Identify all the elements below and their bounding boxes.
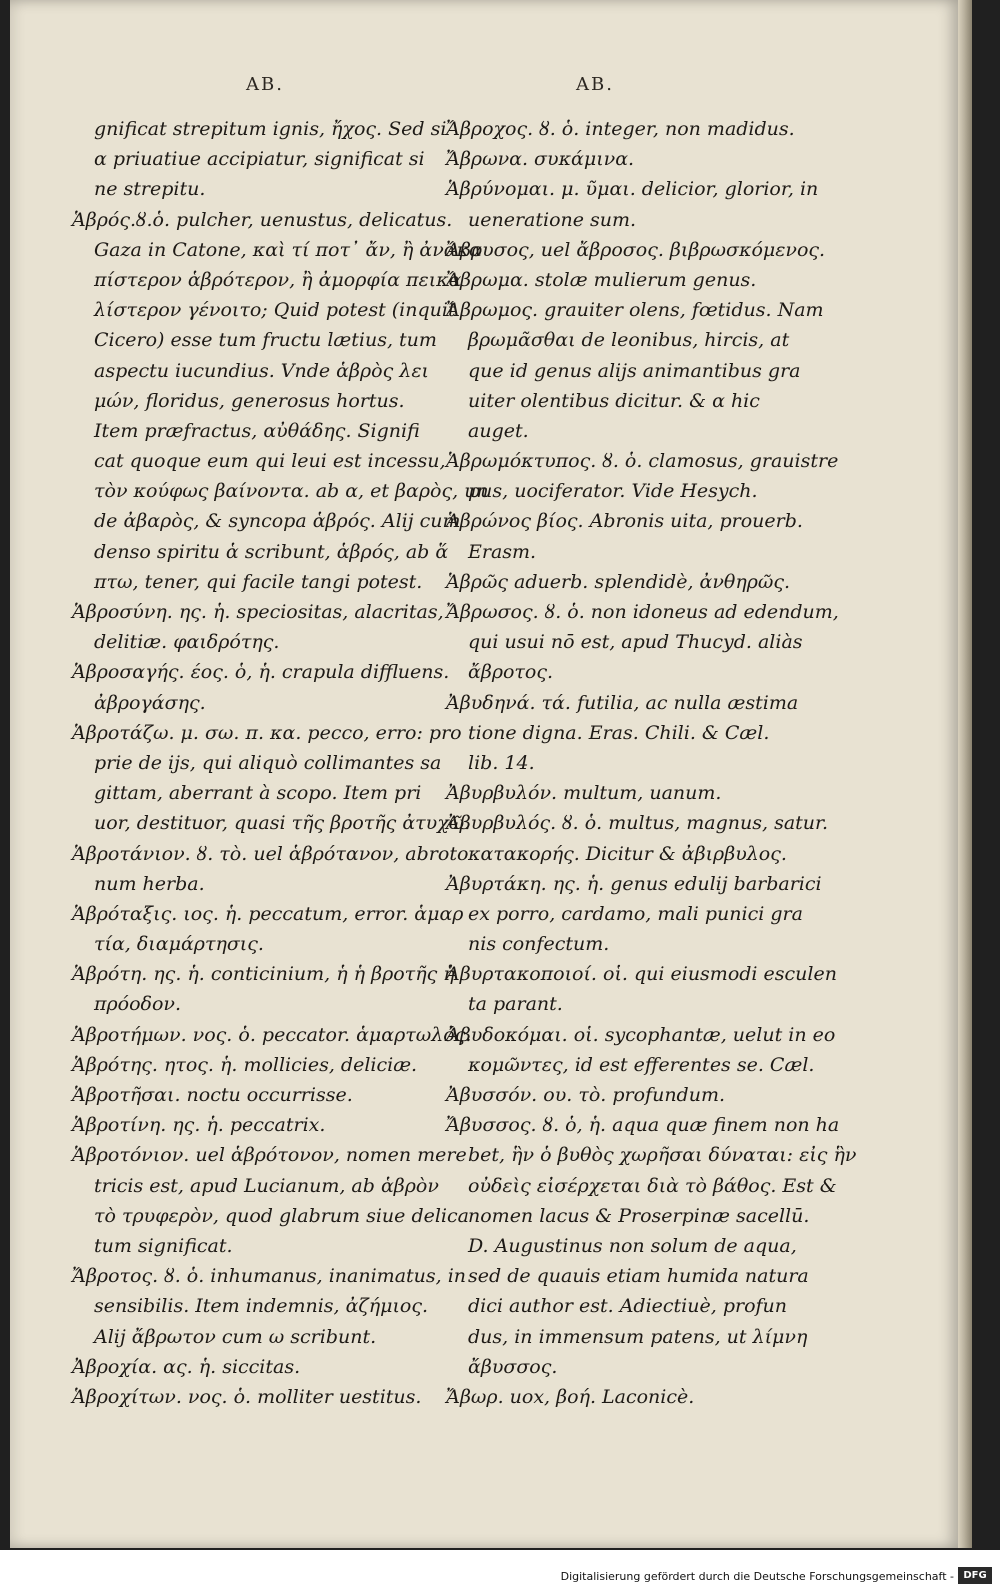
dictionary-entry-line: Ἄβροτος. ȣ. ὁ. inhumanus, inanimatus, in [72,1265,467,1288]
entry-continuation-line: num herba. [94,872,205,895]
entry-continuation-line: ne strepitu. [94,178,206,201]
entry-continuation-line: α priuatiue accipiatur, significat si [94,148,425,171]
entry-continuation-line: τία, διαμάρτησις. [94,933,264,956]
entry-continuation-line: dici author est. Adiectiuè, profun [468,1295,788,1318]
entry-continuation-line: ἀβρογάσης. [94,691,206,714]
dictionary-entry-line: Ἄβρωνα. συκάμινα. [446,148,635,171]
entry-continuation-line: Item præfractus, αὐθάδης. Signifi [94,419,420,442]
entry-continuation-line: prie de ijs, qui aliquò collimantes sa [94,751,442,774]
entry-continuation-line: que id genus alijs animantibus gra [468,359,801,382]
entry-continuation-line: lib. 14. [468,751,535,774]
dictionary-entry-line: Ἁβρῶς aduerb. splendidè, ἀνθηρῶς. [446,570,791,593]
page-edge [958,0,972,1548]
dictionary-entry-line: Ἁβροτῆσαι. noctu occurrisse. [72,1084,353,1106]
entry-continuation-line: de ἀβαρὸς, & syncopa ἁβρός. Alij cum [94,510,461,533]
dictionary-entry-line: Ἀβυρτάκη. ης. ἡ. genus edulij barbarici [446,872,822,895]
entry-continuation-line: pus, uociferator. Vide Hesych. [468,480,758,503]
entry-continuation-line: Gaza in Catone, καὶ τί ποτ᾽ ἄν, ἢ ἀνακα [94,238,482,261]
entry-continuation-line: tricis est, apud Lucianum, ab ἁβρὸν [94,1174,439,1197]
dictionary-entry-line: Ἁβρός.ȣ.ὁ. pulcher, uenustus, delicatus. [72,208,453,231]
dictionary-entry-line: Ἁβροχίτων. νος. ὁ. molliter uestitus. [72,1385,422,1408]
entry-continuation-line: denso spiritu ἁ scribunt, ἁβρός, ab ἅ [94,540,449,563]
entry-continuation-line: ta parant. [468,993,563,1016]
dictionary-entry-line: Ἀβυσσόν. ου. τὸ. profundum. [446,1084,726,1106]
entry-continuation-line: πίστερον ἁβρότερον, ἢ ἀμορφία πεικα [94,268,462,291]
entry-continuation-line: qui usui nō est, apud Thucyd. aliàs [468,631,803,654]
entry-continuation-line: sensibilis. Item indemnis, ἀζήμιος. [94,1295,429,1318]
running-header-left: AB. [246,74,284,95]
dictionary-entry-line: Ἄβρωμα. stolæ mulierum genus. [446,268,757,291]
entry-continuation-line: cat quoque eum qui leui est incessu, [94,450,446,473]
entry-continuation-line: sed de quauis etiam humida natura [468,1265,809,1288]
dictionary-entry-line: Ἄβροχος. ȣ. ὁ. integer, non madidus. [446,118,795,140]
entry-continuation-line: ἄβυσσος. [468,1355,558,1378]
dictionary-entry-line: Ἁβρώνος βίος. Abronis uita, prouerb. [446,510,803,533]
dictionary-entry-line: Ἁβροτήμων. νος. ὁ. peccator. ἁμαρτωλός. [72,1023,472,1046]
dictionary-entry-line: Ἁβροτάζω. μ. σω. π. κα. pecco, erro: pro [72,721,462,744]
right-text-column [446,114,857,1412]
dictionary-entry-line: Ἁβροσύνη. ης. ἡ. speciositas, alacritas, [72,601,444,623]
entry-continuation-line: gittam, aberrant à scopo. Item pri [94,782,422,805]
dictionary-entry-line: Ἁβροτόνιον. uel ἁβρότονον, nomen mere [72,1144,467,1167]
dfg-logo: DFG [958,1567,992,1584]
entry-continuation-line: bet, ἣν ὁ βυθὸς χωρῆσαι δύναται: εἰς ἣν [468,1144,857,1167]
entry-continuation-line: D. Augustinus non solum de aqua, [468,1234,797,1257]
entry-continuation-line: βρωμᾶσθαι de leonibus, hircis, at [468,329,790,352]
entry-continuation-line: Alij ἄβρωτον cum ω scribunt. [94,1325,377,1348]
entry-continuation-line: gnificat strepitum ignis, ἤχος. Sed si [94,118,447,140]
entry-continuation-line: auget. [468,419,529,442]
dictionary-entry-line: Ἁβροσαγής. έος. ὁ, ἡ. crapula diffluens. [72,661,450,684]
entry-continuation-line: delitiæ. φαιδρότης. [94,631,280,654]
dictionary-entry-line: Ἀβυρτακοποιοί. οἱ. qui eiusmodi esculen [446,963,837,986]
entry-continuation-line: tione digna. Eras. Chili. & Cæl. [468,721,770,744]
entry-continuation-line: τὸ τρυφερὸν, quod glabrum siue delica [94,1204,469,1227]
entry-continuation-line: Cicero) esse tum fructu lætius, tum [94,329,437,352]
entry-continuation-line: μών, floridus, generosus hortus. [94,389,405,412]
entry-continuation-line: οὐδεὶς εἰσέρχεται διὰ τὸ βάθος. Est & [468,1174,837,1197]
dictionary-entry-line: Ἁβρότης. ητος. ἡ. mollicies, deliciæ. [72,1053,418,1076]
dictionary-entry-line: Ἀβυρβυλόν. multum, uanum. [446,782,722,805]
entry-continuation-line: ueneratione sum. [468,208,637,231]
dictionary-entry-line: Ἄβυσσος. ȣ. ὁ, ἡ. aqua quæ finem non ha [446,1114,840,1137]
dictionary-entry-line: Ἁβρωμόκτυπος. ȣ. ὁ. clamosus, grauistre [446,450,839,473]
dictionary-entry-line: Ἁβρότη. ης. ἡ. conticinium, ἡ ἡ βροτῆς ἡ [72,963,455,986]
entry-continuation-line: uor, destituor, quasi τῆς βροτῆς ἀτυχῶ. [94,812,471,835]
dictionary-entry-line: Ἀβροχία. ας. ἡ. siccitas. [72,1355,301,1378]
dictionary-entry-line: Ἄβωρ. uox, βοή. Laconicè. [446,1385,695,1408]
entry-continuation-line: ἄβροτος. [468,661,554,684]
entry-continuation-line: dus, in immensum patens, ut λίμνη [468,1325,808,1348]
dictionary-entry-line: Ἀβυδηνά. τά. futilia, ac nulla æstima [446,691,799,714]
dictionary-entry-line: Ἄβρυσος, uel ἄβροσος. βιβρωσκόμενος. [446,238,826,261]
entry-continuation-line: πρόοδον. [94,993,182,1016]
entry-continuation-line: λίστερον γένοιτο; Quid potest (inquit [94,299,456,322]
entry-continuation-line: Erasm. [468,540,537,563]
entry-continuation-line: κατακορής. Dicitur & ἀβιρβυλος. [468,842,787,865]
entry-continuation-line: πτω, tener, qui facile tangi potest. [94,570,423,593]
dictionary-entry-line: Ἁβρόταξις. ιος. ἡ. peccatum, error. ἁμαρ [72,902,464,925]
entry-continuation-line: uiter olentibus dicitur. & α hic [468,389,760,412]
dictionary-entry-line: Ἀβυδοκόμαι. οἱ. sycophantæ, uelut in eo [446,1023,836,1046]
book-page [10,0,960,1548]
entry-continuation-line: nis confectum. [468,933,610,956]
dictionary-entry-line: Ἄβρωμος. grauiter olens, fœtidus. Nam [446,299,824,322]
entry-continuation-line: tum significat. [94,1234,233,1257]
dictionary-entry-line: Ἁβρύνομαι. μ. ῦμαι. delicior, glorior, in [446,178,819,201]
dictionary-entry-line: Ἁβροτίνη. ης. ἡ. peccatrix. [72,1114,326,1137]
running-header-right: AB. [576,74,614,95]
dictionary-entry-line: Ἄβρωσος. ȣ. ὁ. non idoneus ad edendum, [446,601,839,623]
dictionary-entry-line: Ἁβροτάνιον. ȣ. τὸ. uel ἁβρότανον, abroto [72,842,469,865]
entry-continuation-line: ex porro, cardamo, mali punici gra [468,902,803,925]
footer-credit: Digitalisierung gefördert durch die Deutsche Forschungsgemeinschaft - [560,1570,954,1583]
left-text-column [72,114,489,1412]
entry-continuation-line: nomen lacus & Proserpinæ sacellū. [468,1204,810,1227]
entry-continuation-line: aspectu iucundius. Vnde ἁβρὸς λει [94,359,429,382]
entry-continuation-line: κομῶντες, id est efferentes se. Cæl. [468,1053,815,1076]
entry-continuation-line: τὸν κούφως βαίνοντα. ab α, et βαρὸς, un [94,480,489,503]
dictionary-entry-line: Ἀβυρβυλός. ȣ. ὁ. multus, magnus, satur. [446,812,829,835]
